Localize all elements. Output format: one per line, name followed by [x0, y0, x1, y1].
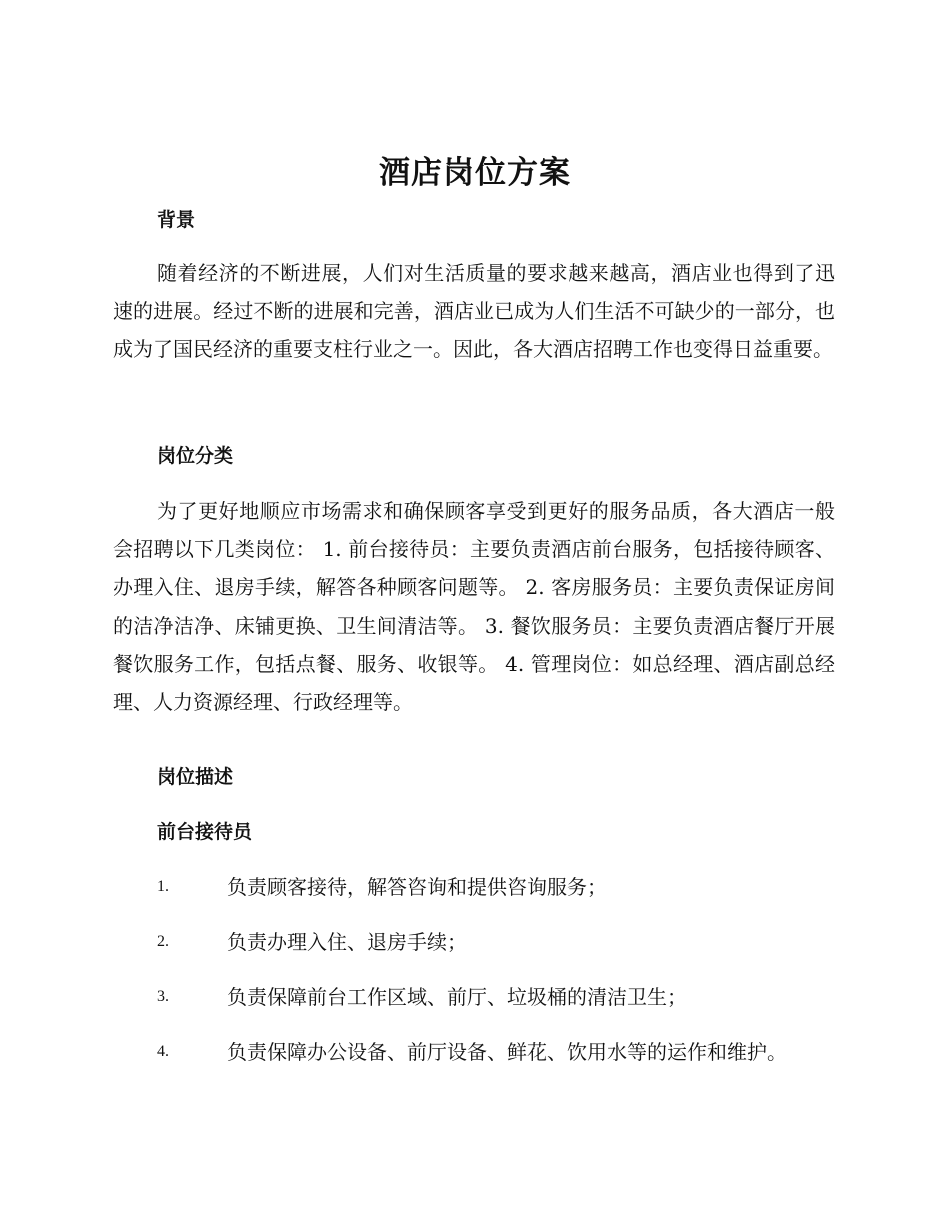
list-item-text: 负责办理入住、退房手续；	[227, 930, 467, 954]
paragraph-background: 随着经济的不断进展，人们对生活质量的要求越来越高，酒店业也得到了迅速的进展。经过不断的进展和完善，酒店业已成为人们生活不可缺少的一部分，也成为了国民经济的重要支柱行业之一。因此，各大酒店招聘工作也变得日益重要。	[113, 261, 835, 362]
heading-classification: 岗位分类	[157, 445, 234, 467]
subheading-front-desk: 前台接待员	[157, 821, 253, 843]
list-item	[157, 1037, 847, 1067]
list-item	[157, 927, 847, 957]
list-item-number: 1.	[157, 878, 169, 895]
list-item-text: 负责顾客接待，解答咨询和提供咨询服务；	[227, 875, 607, 899]
heading-description: 岗位描述	[157, 766, 234, 788]
list-item	[157, 982, 847, 1012]
paragraph-classification: 为了更好地顺应市场需求和确保顾客享受到更好的服务品质，各大酒店一般会招聘以下几类岗位： 1. 前台接待员：主要负责酒店前台服务，包括接待顾客、办理入住、退房手续，解答各种顾客问题等。 2. 客房服务员：主要负责保证房间的洁净洁净、床铺更换、卫生间清洁等。 3. 餐饮服务员：主要负责酒店餐厅开展餐饮服务工作，包括点餐、服务、收银等。 4. 管理岗位：如总经理、酒店副总经理、人力资源经理、行政经理等。	[113, 499, 835, 715]
list-item-number: 2.	[157, 933, 169, 950]
heading-background: 背景	[157, 209, 196, 231]
list-item-text: 负责保障前台工作区域、前厅、垃圾桶的清洁卫生；	[227, 985, 687, 1009]
list-item-number: 4.	[157, 1043, 169, 1060]
list-item-number: 3.	[157, 988, 169, 1005]
list-item	[157, 872, 847, 902]
list-item-text: 负责保障办公设备、前厅设备、鲜花、饮用水等的运作和维护。	[227, 1040, 787, 1064]
document-title: 酒店岗位方案	[379, 155, 571, 191]
